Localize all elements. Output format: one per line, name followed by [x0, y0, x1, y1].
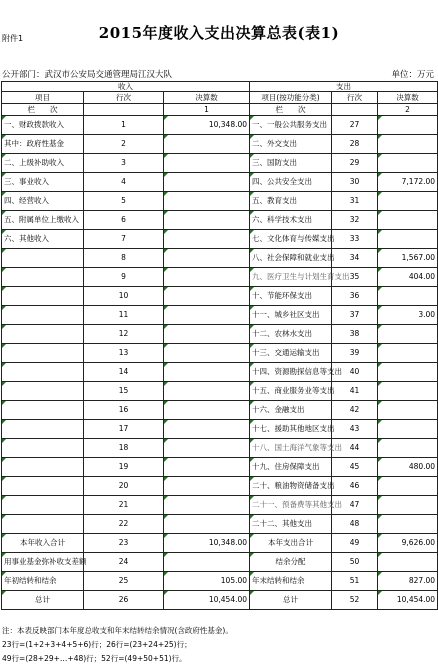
expense-amount-header: 决算数: [378, 92, 438, 104]
table-row: [2, 287, 438, 306]
attachment-label: 附件1: [2, 34, 24, 43]
income-amount-cell: 10,348.00: [164, 116, 250, 135]
income-item-header: 项目: [2, 92, 84, 104]
income-amount-cell: [164, 363, 250, 382]
expense-row-no-cell: 33: [332, 230, 378, 249]
income-row-no-cell: 3: [84, 154, 164, 173]
expense-column-blank: [332, 104, 378, 116]
expense-row-no-cell: 31: [332, 192, 378, 211]
income-amount-cell: [164, 154, 250, 173]
income-item-cell: [2, 496, 84, 515]
income-amount-cell: [164, 515, 250, 534]
income-item-cell: [2, 306, 84, 325]
expense-amount-cell: 3.00: [378, 306, 438, 325]
income-item-cell: [2, 249, 84, 268]
expense-item-cell: 十三、交通运输支出: [250, 344, 332, 363]
income-amount-cell: [164, 401, 250, 420]
table-row: [2, 249, 438, 268]
expense-row-no-cell: 34: [332, 249, 378, 268]
table-row: [2, 572, 438, 591]
table-row: [2, 325, 438, 344]
income-row-no-cell: 16: [84, 401, 164, 420]
income-amount-cell: [164, 325, 250, 344]
expense-item-cell: 年末结转和结余: [250, 572, 332, 591]
expense-item-cell: 结余分配: [250, 553, 332, 572]
income-column-index: 1: [164, 104, 250, 116]
expense-item-cell: 一、一般公共服务支出: [250, 116, 332, 135]
expense-amount-cell: [378, 553, 438, 572]
table-row: [2, 420, 438, 439]
expense-item-cell: 十一、城乡社区支出: [250, 306, 332, 325]
expense-amount-cell: [378, 211, 438, 230]
table-row: [2, 496, 438, 515]
income-item-cell: [2, 477, 84, 496]
expense-item-cell: 十四、资源勘探信息等支出: [250, 363, 332, 382]
expense-row-no-cell: 46: [332, 477, 378, 496]
expense-row-no-cell: 40: [332, 363, 378, 382]
section-header-row: [2, 82, 438, 92]
expense-item-header: 项目(按功能分类): [250, 92, 332, 104]
expense-amount-cell: 480.00: [378, 458, 438, 477]
expense-item-cell: 七、文化体育与传媒支出: [250, 230, 332, 249]
footnote-line: 23行=(1+2+3+4+5+6)行；26行=(23+24+25)行；: [2, 640, 192, 649]
expense-item-cell: 八、社会保障和就业支出: [250, 249, 332, 268]
income-row-no-cell: 23: [84, 534, 164, 553]
table-row: [2, 135, 438, 154]
income-amount-cell: [164, 211, 250, 230]
income-header: 收入: [2, 82, 250, 92]
expense-item-cell: 二十二、其他支出: [250, 515, 332, 534]
income-item-cell: 二、上级补助收入: [2, 154, 84, 173]
income-amount-cell: [164, 420, 250, 439]
income-item-cell: [2, 401, 84, 420]
expense-amount-cell: [378, 363, 438, 382]
table-row: [2, 553, 438, 572]
income-item-cell: 六、其他收入: [2, 230, 84, 249]
expense-amount-cell: [378, 496, 438, 515]
expense-item-cell: 十、节能环保支出: [250, 287, 332, 306]
expense-amount-cell: [378, 344, 438, 363]
expense-amount-cell: [378, 382, 438, 401]
expense-item-cell: 本年支出合计: [250, 534, 332, 553]
income-amount-cell: 10,454.00: [164, 591, 250, 610]
expense-amount-cell: [378, 116, 438, 135]
income-row-no-cell: 15: [84, 382, 164, 401]
income-amount-cell: 10,348.00: [164, 534, 250, 553]
income-amount-cell: 105.00: [164, 572, 250, 591]
income-row-no-cell: 18: [84, 439, 164, 458]
income-amount-header: 决算数: [164, 92, 250, 104]
department-label: 公开部门：武汉市公安局交通管理局江汉大队: [2, 70, 173, 80]
income-item-cell: 四、经营收入: [2, 192, 84, 211]
income-item-cell: [2, 344, 84, 363]
income-row-no-cell: 13: [84, 344, 164, 363]
expense-row-no-cell: 32: [332, 211, 378, 230]
expense-item-cell: 二十、粮油物资储备支出: [250, 477, 332, 496]
expense-amount-cell: [378, 477, 438, 496]
income-item-cell: [2, 382, 84, 401]
income-row-no-cell: 8: [84, 249, 164, 268]
expense-row-no-cell: 48: [332, 515, 378, 534]
income-row-no-cell: 17: [84, 420, 164, 439]
expense-column-label: 栏 次: [250, 104, 332, 116]
income-row-no-cell: 26: [84, 591, 164, 610]
income-item-cell: 本年收入合计: [2, 534, 84, 553]
income-item-cell: [2, 515, 84, 534]
expense-item-cell: 二十一、预备费等其他支出: [250, 496, 332, 515]
income-row-no-header: 行次: [84, 92, 164, 104]
expense-item-cell: 九、医疗卫生与计划生育支出: [250, 268, 332, 287]
expense-amount-cell: [378, 154, 438, 173]
table-row: [2, 344, 438, 363]
income-row-no-cell: 21: [84, 496, 164, 515]
income-row-no-cell: 7: [84, 230, 164, 249]
income-amount-cell: [164, 496, 250, 515]
income-item-cell: [2, 363, 84, 382]
table-row: [2, 439, 438, 458]
income-amount-cell: [164, 306, 250, 325]
table-row: [2, 458, 438, 477]
expense-amount-cell: 9,626.00: [378, 534, 438, 553]
expense-row-no-cell: 47: [332, 496, 378, 515]
expense-row-no-cell: 45: [332, 458, 378, 477]
expense-row-no-header: 行次: [332, 92, 378, 104]
income-row-no-cell: 14: [84, 363, 164, 382]
unit-label: 单位：万元: [391, 70, 434, 80]
income-row-no-cell: 19: [84, 458, 164, 477]
expense-amount-cell: 7,172.00: [378, 173, 438, 192]
expense-item-cell: 五、教育支出: [250, 192, 332, 211]
page-title: 2015年度收入支出决算总表(表1): [98, 24, 340, 42]
expense-row-no-cell: 52: [332, 591, 378, 610]
expense-item-cell: 二、外交支出: [250, 135, 332, 154]
income-row-no-cell: 10: [84, 287, 164, 306]
table-row: [2, 306, 438, 325]
income-item-cell: [2, 420, 84, 439]
income-item-cell: 年初结转和结余: [2, 572, 84, 591]
expense-amount-cell: [378, 325, 438, 344]
income-item-cell: [2, 325, 84, 344]
expense-row-no-cell: 44: [332, 439, 378, 458]
expense-item-cell: 总计: [250, 591, 332, 610]
income-column-label: 栏 次: [2, 104, 84, 116]
income-row-no-cell: 4: [84, 173, 164, 192]
table-row: [2, 534, 438, 553]
income-item-cell: 一、财政拨款收入: [2, 116, 84, 135]
expense-row-no-cell: 30: [332, 173, 378, 192]
income-row-no-cell: 12: [84, 325, 164, 344]
income-amount-cell: [164, 192, 250, 211]
income-amount-cell: [164, 344, 250, 363]
expense-row-no-cell: 36: [332, 287, 378, 306]
expense-row-no-cell: 38: [332, 325, 378, 344]
income-amount-cell: [164, 439, 250, 458]
expense-row-no-cell: 49: [332, 534, 378, 553]
income-amount-cell: [164, 173, 250, 192]
table-row: [2, 401, 438, 420]
expense-amount-cell: [378, 439, 438, 458]
table-row: [2, 211, 438, 230]
table-row: [2, 268, 438, 287]
footnote-line: 49行=(28+29+…+48)行；52行=(49+50+51)行。: [2, 654, 187, 663]
table-row: [2, 382, 438, 401]
expense-row-no-cell: 41: [332, 382, 378, 401]
table-row: [2, 515, 438, 534]
table-row: [2, 116, 438, 135]
income-row-no-cell: 9: [84, 268, 164, 287]
expense-row-no-cell: 50: [332, 553, 378, 572]
footnotes: [2, 624, 233, 666]
income-row-no-cell: 11: [84, 306, 164, 325]
income-row-no-cell: 1: [84, 116, 164, 135]
expense-header: 支出: [250, 82, 438, 92]
expense-amount-cell: 10,454.00: [378, 591, 438, 610]
expense-item-cell: 十五、商业服务业等支出: [250, 382, 332, 401]
income-amount-cell: [164, 382, 250, 401]
income-amount-cell: [164, 458, 250, 477]
income-amount-cell: [164, 477, 250, 496]
expense-amount-cell: [378, 287, 438, 306]
income-amount-cell: [164, 135, 250, 154]
table-row: [2, 173, 438, 192]
income-column-blank: [84, 104, 164, 116]
column-header-row: [2, 92, 438, 104]
expense-item-cell: 四、公共安全支出: [250, 173, 332, 192]
expense-amount-cell: [378, 230, 438, 249]
income-item-cell: [2, 287, 84, 306]
expense-item-cell: 十二、农林水支出: [250, 325, 332, 344]
expense-item-cell: 十九、住房保障支出: [250, 458, 332, 477]
table-row: [2, 363, 438, 382]
expense-row-no-cell: 27: [332, 116, 378, 135]
income-item-cell: [2, 439, 84, 458]
expense-row-no-cell: 43: [332, 420, 378, 439]
income-item-cell: 三、事业收入: [2, 173, 84, 192]
income-item-cell: 用事业基金弥补收支差额: [2, 553, 84, 572]
income-amount-cell: [164, 249, 250, 268]
expense-row-no-cell: 29: [332, 154, 378, 173]
table-row: [2, 230, 438, 249]
income-row-no-cell: 5: [84, 192, 164, 211]
expense-amount-cell: [378, 401, 438, 420]
expense-column-index: 2: [378, 104, 438, 116]
footnote-line: 注：本表反映部门本年度总收支和年末结转结余情况(含政府性基金)。: [2, 626, 233, 635]
income-item-cell: [2, 458, 84, 477]
expense-item-cell: 三、国防支出: [250, 154, 332, 173]
income-item-cell: 总计: [2, 591, 84, 610]
income-row-no-cell: 20: [84, 477, 164, 496]
expense-row-no-cell: 42: [332, 401, 378, 420]
expense-row-no-cell: 35: [332, 268, 378, 287]
expense-amount-cell: [378, 515, 438, 534]
income-row-no-cell: 22: [84, 515, 164, 534]
expense-row-no-cell: 51: [332, 572, 378, 591]
expense-item-cell: 十六、金融支出: [250, 401, 332, 420]
table-row: [2, 154, 438, 173]
income-row-no-cell: 24: [84, 553, 164, 572]
expense-amount-cell: 827.00: [378, 572, 438, 591]
table-row: [2, 192, 438, 211]
expense-item-cell: 十八、国土海洋气象等支出: [250, 439, 332, 458]
income-amount-cell: [164, 287, 250, 306]
income-row-no-cell: 6: [84, 211, 164, 230]
expense-amount-cell: 1,567.00: [378, 249, 438, 268]
expense-amount-cell: [378, 135, 438, 154]
income-amount-cell: [164, 230, 250, 249]
expense-item-cell: 六、科学技术支出: [250, 211, 332, 230]
income-item-cell: 其中：政府性基金: [2, 135, 84, 154]
expense-item-cell: 十七、援助其他地区支出: [250, 420, 332, 439]
expense-amount-cell: [378, 420, 438, 439]
income-amount-cell: [164, 553, 250, 572]
income-row-no-cell: 25: [84, 572, 164, 591]
budget-table: [1, 81, 438, 610]
expense-amount-cell: 404.00: [378, 268, 438, 287]
income-item-cell: [2, 268, 84, 287]
table-row: [2, 477, 438, 496]
expense-amount-cell: [378, 192, 438, 211]
column-index-row: [2, 104, 438, 116]
expense-row-no-cell: 37: [332, 306, 378, 325]
expense-row-no-cell: 28: [332, 135, 378, 154]
income-item-cell: 五、附属单位上缴收入: [2, 211, 84, 230]
income-row-no-cell: 2: [84, 135, 164, 154]
income-amount-cell: [164, 268, 250, 287]
table-row: [2, 591, 438, 610]
expense-row-no-cell: 39: [332, 344, 378, 363]
